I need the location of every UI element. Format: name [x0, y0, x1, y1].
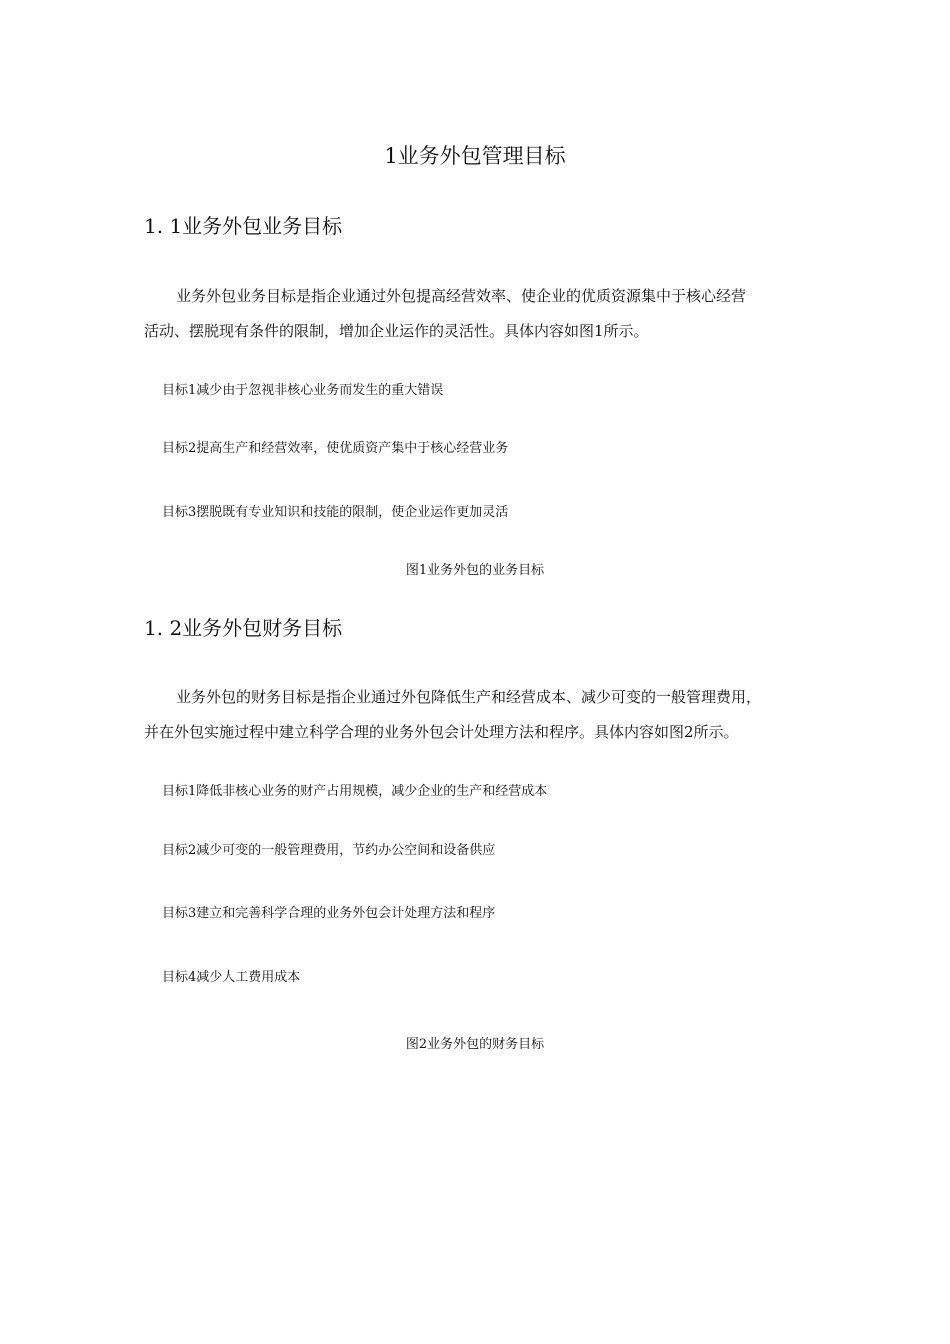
section-2-paragraph-line-2: 并在外包实施过程中建立科学合理的业务外包会计处理方法和程序。具体内容如图2所示。 [144, 723, 739, 741]
document-title: 1业务外包管理目标 [384, 144, 566, 168]
financial-goal-4: 目标4减少人工费用成本 [162, 970, 301, 985]
financial-goal-3: 目标3建立和完善科学合理的业务外包会计处理方法和程序 [162, 906, 496, 921]
figure-1-caption: 图1业务外包的业务目标 [405, 563, 545, 578]
business-goal-2: 目标2提高生产和经营效率，使优质资产集中于核心经营业务 [162, 441, 509, 456]
section-2-paragraph-line-1: 业务外包的财务目标是指企业通过外包降低生产和经营成本、减少可变的一般管理费用， [176, 688, 762, 706]
section-1-paragraph-line-1: 业务外包业务目标是指企业通过外包提高经营效率、使企业的优质资源集中于核心经营 [176, 287, 747, 305]
business-goal-3: 目标3摆脱既有专业知识和技能的限制，使企业运作更加灵活 [162, 505, 509, 520]
section-1-paragraph-line-2: 活动、摆脱现有条件的限制，增加企业运作的灵活性。具体内容如图1所示。 [144, 322, 649, 340]
figure-2-caption: 图2业务外包的财务目标 [405, 1037, 545, 1052]
business-goal-1: 目标1减少由于忽视非核心业务而发生的重大错误 [162, 383, 444, 398]
section-heading-business-goals: 1. 1业务外包业务目标 [144, 214, 343, 238]
section-heading-financial-goals: 1. 2业务外包财务目标 [144, 616, 343, 640]
financial-goal-2: 目标2减少可变的一般管理费用，节约办公空间和设备供应 [162, 843, 496, 858]
financial-goal-1: 目标1降低非核心业务的财产占用规模，减少企业的生产和经营成本 [162, 784, 548, 799]
